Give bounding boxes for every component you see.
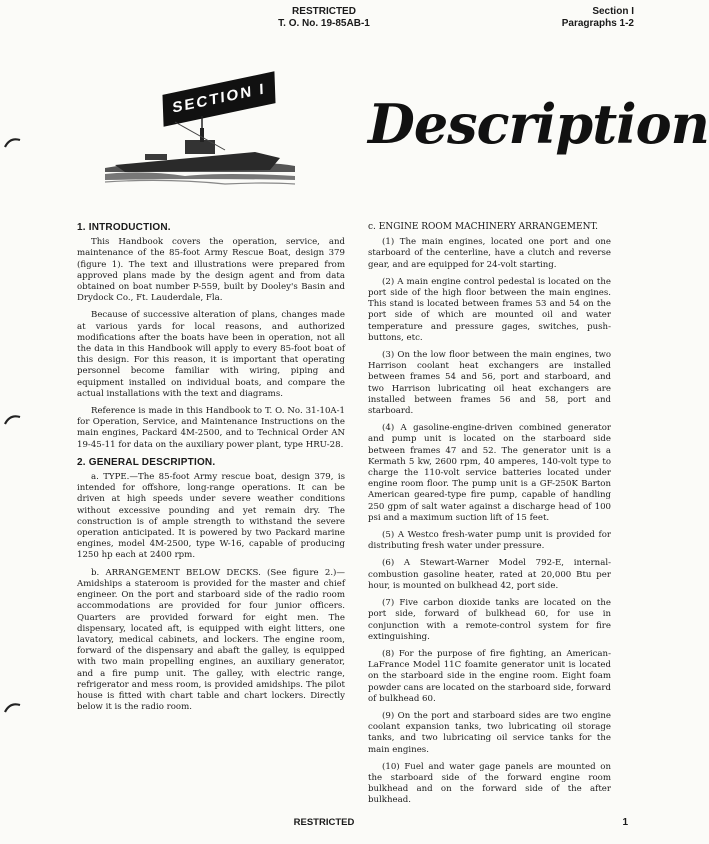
header-section: Section I bbox=[592, 6, 634, 17]
paragraph: This Handbook covers the operation, service, and maintenance of the 85-foot Army Rescue Boat, design 379 (figure 1). The text and illustrations were prepared from approved plans made by the design agent and from data obtained on boat number P-559, built by Dooley's Basin and Drydock Co., Ft. Lauderdale, Fla. bbox=[77, 237, 345, 304]
page-title: Description bbox=[368, 92, 709, 156]
footer-classification: RESTRICTED bbox=[293, 817, 355, 828]
page-header bbox=[0, 6, 648, 30]
paragraph: (9) On the port and starboard sides are two engine coolant expansion tanks, two lubricating oil storage tanks, and two lubricating oil service tanks for the main engines. bbox=[368, 710, 611, 755]
paragraph: (3) On the low floor between the main engines, two Harrison coolant heat exchangers are installed between frames 54 and 56, port and starboard, and two Harrison lubricating oil heat exchangers are installed between frames 56 and 58, port and starboard. bbox=[368, 350, 611, 417]
paragraph: (2) A main engine control pedestal is located on the port side of the high floor between the main engines. This stand is located between frames 53 and 54 on the port side of which are mounted oil and water temperature and pressure gages, switches, push-buttons, etc. bbox=[368, 276, 611, 343]
page-header-right bbox=[562, 6, 634, 30]
paragraph: (8) For the purpose of fire fighting, an American-LaFrance Model 11C foamite generator unit is located on the starboard side in the engine room. Eight foam powder cans are located on the starboard side, forward of bulkhead 60. bbox=[368, 648, 611, 704]
paragraph: (7) Five carbon dioxide tanks are located on the port side, forward of bulkhead 60, for use in conjunction with a remote-control system for fire extinguishing. bbox=[368, 598, 611, 642]
page-number: 1 bbox=[622, 817, 628, 828]
header-to-number: T. O. No. 19-85AB-1 bbox=[278, 18, 370, 29]
engine-room-subheading: c. ENGINE ROOM MACHINERY ARRANGEMENT. bbox=[368, 222, 599, 232]
paragraph: (6) A Stewart-Warner Model 792-E, internal-combustion gasoline heater, rated at 20,000 Btu per hour, is mounted on bulkhead 42, port side. bbox=[368, 558, 611, 591]
introduction-heading: 1. INTRODUCTION. bbox=[77, 222, 171, 233]
paragraph: a. TYPE.—The 85-foot Army rescue boat, design 379, is intended for offshore, long-range operations. It can be driven at high speeds under severe weather conditions without excessive pounding and yet remain dry. The construction is of ample strength to withstand the severe operation anticipated. It is powered by two Packard marine engines, model 4M-2500, type W-16, capable of producing 1250 hp each at 2400 rpm. bbox=[77, 472, 345, 561]
binding-hole-mark bbox=[4, 700, 22, 720]
general-description-heading: 2. GENERAL DESCRIPTION. bbox=[77, 456, 216, 468]
paragraph: (5) A Westco fresh-water pump unit is provided for distributing fresh water under pressure. bbox=[368, 530, 611, 552]
left-column bbox=[77, 222, 345, 719]
paragraph: (1) The main engines, located one port and one starboard of the centerline, have a clutch and reverse gear, and are equipped for 24-volt starting. bbox=[368, 237, 611, 270]
paragraph: (10) Fuel and water gage panels are mounted on the starboard side of the forward engine room bulkhead and on the forward side of the after bulkhead. bbox=[368, 761, 611, 806]
binding-hole-mark bbox=[4, 135, 22, 155]
header-classification: RESTRICTED bbox=[292, 6, 356, 17]
binding-hole-mark bbox=[4, 412, 22, 432]
paragraph: Because of successive alteration of plans, changes made at various yards for local reasons, and authorized modifications after the boats have been in operation, not all the data in this Handbook will apply to every 85-foot boat of this design. For this reason, it is important that operating personnel become familiar with wiring, piping and equipment installed on individual boats, and compare the actual installations with the text and diagrams. bbox=[77, 310, 345, 399]
rescue-boat-illustration bbox=[105, 110, 295, 195]
paragraph: (4) A gasoline-engine-driven combined generator and pump unit is located on the starboard side between frames 47 and 52. The generator unit is a Kermath 5 kw, 2600 rpm, 40 amperes, 140-volt type to charge the 110-volt service batteries located under engine room floor. The pump unit is a GF-250K Barton American geared-type fire pump, capable of handling 250 gpm of salt water against a discharge head of 100 psi and a maximum suction lift of 15 feet. bbox=[368, 423, 611, 523]
right-column bbox=[368, 222, 611, 813]
paragraph: b. ARRANGEMENT BELOW DECKS. (See figure 2.)—Amidships a stateroom is provided for the master and chief engineer. On the port and starboard side of the radio room accommodations are provided for four junior officers. Quarters are provided forward for eight men. The dispensary, located aft, is equipped with eight litters, one lavatory, medical cabinets, and lockers. The engine room, forward of the dispensary and abaft the galley, is equipped with two main propelling engines, an auxiliary generator, and a fire pump unit. The galley, with electric range, refrigerator and mess room, is provided amidships. The pilot house is fitted with chart table and chart lockers. Directly below it is the radio room. bbox=[77, 567, 345, 713]
paragraph: Reference is made in this Handbook to T. O. No. 31-10A-1 for Operation, Service, and Maintenance Instructions on the main engines, Packard 4M-2500, and to Technical Order AN 19-45-11 for data on the auxiliary power plant, type HRU-28. bbox=[77, 406, 345, 450]
section-banner-label: SECTION I bbox=[172, 80, 266, 117]
header-paragraphs: Paragraphs 1-2 bbox=[561, 18, 634, 29]
